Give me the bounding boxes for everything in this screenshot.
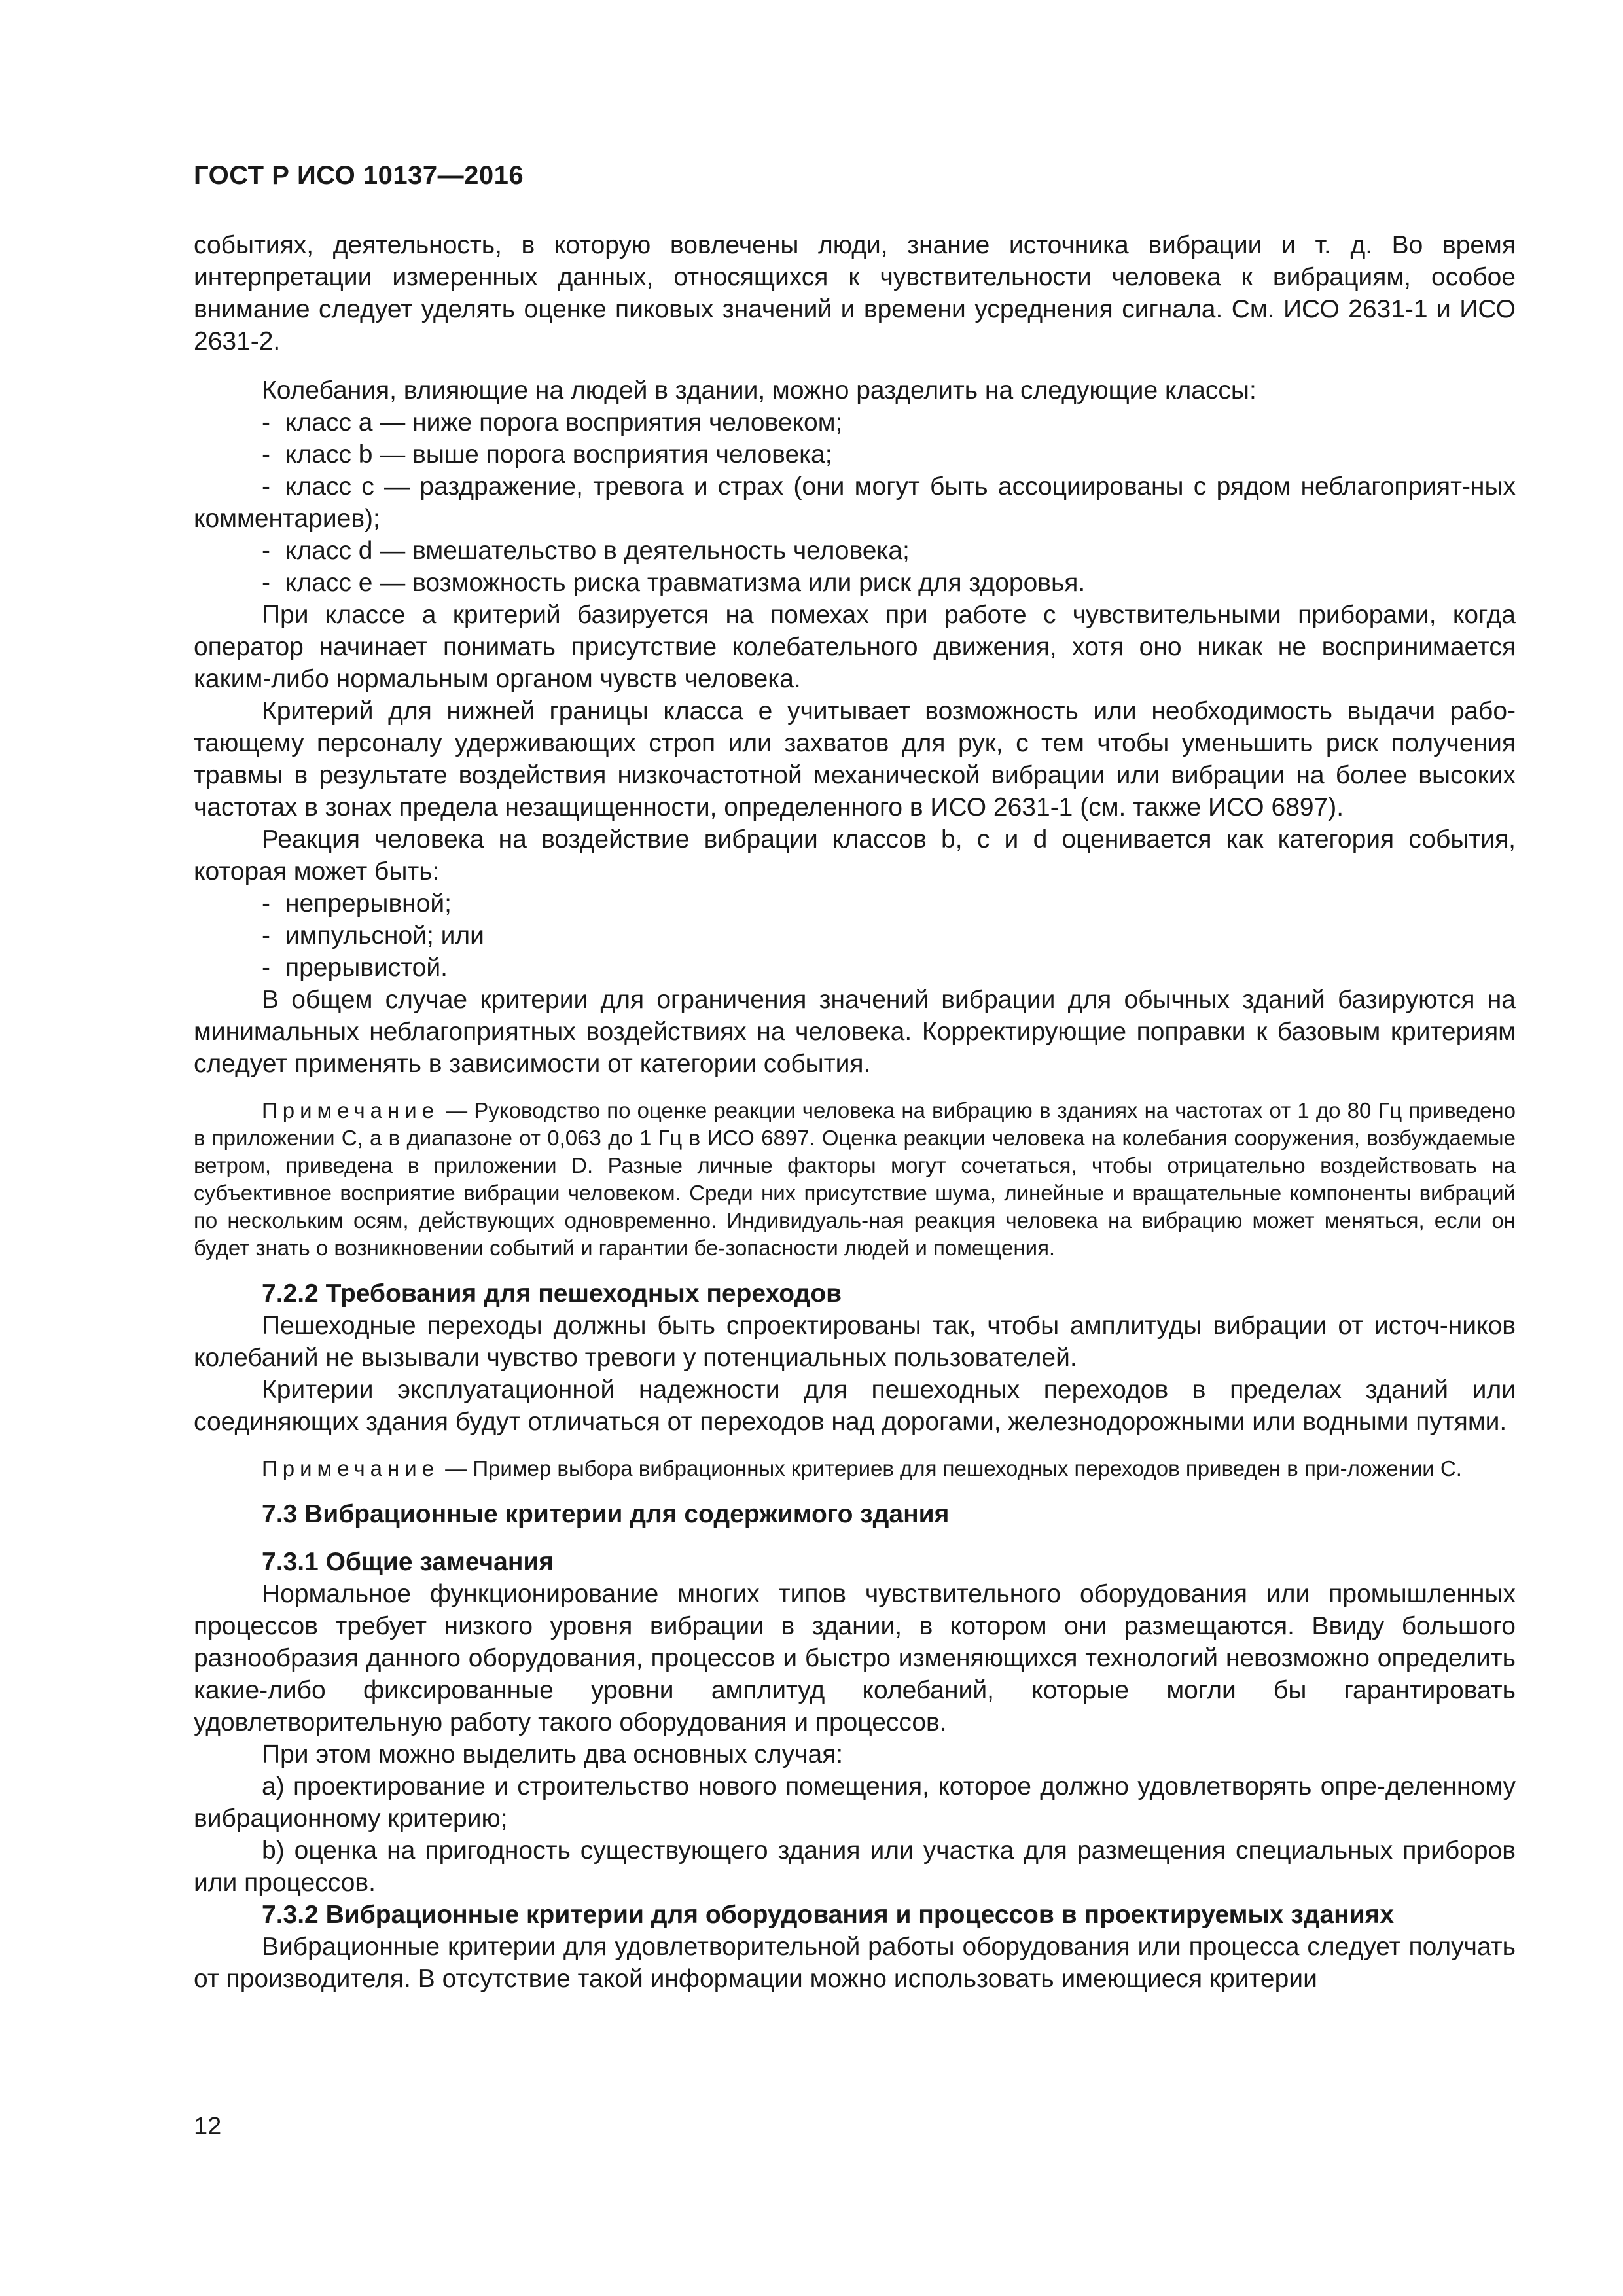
- list-item: - класс е — возможность риска травматизма или риск для здоровья.: [262, 569, 1086, 597]
- list-item: - класс d — вмешательство в деятельность человека;: [262, 537, 910, 565]
- section-heading: 7.3 Вибрационные критерии для содержимого здания: [262, 1500, 950, 1528]
- section-heading: 7.3.1 Общие замечания: [262, 1548, 554, 1576]
- list-item: - класс с — раздражение, тревога и страх (они могут быть ассоциированы с рядом неблагоприят-ных комментариев);: [194, 473, 1516, 533]
- note: Примечание — Руководство по оценке реакции человека на вибрацию в зданиях на частотах от 1 до 80 Гц приведено в приложении С, а в диапазоне от 0,063 до 1 Гц в ИСО 6897. Оценка реакции человека на колебания сооружения, возбуждаемые ветром, приведена в приложении D. Разные личные факторы могут сочетаться, чтобы отрицательно воздействовать на субъективное восприятие вибрации человеком. Среди них присутствие шума, линейные и вращательные компоненты вибраций по нескольким осям, действующих одновременно. Индивидуаль-ная реакция человека на вибрацию может меняться, если он будет знать о возникновении событий и гарантии бе-зопасности людей и помещения.: [194, 1098, 1516, 1260]
- list-item: - непрерывной;: [262, 889, 452, 918]
- list-item: - класс a — ниже порога восприятия человеком;: [262, 408, 843, 437]
- paragraph: b) оценка на пригодность существующего здания или участка для размещения специальных приборов или процессов.: [194, 1837, 1516, 1897]
- section-heading: 7.2.2 Требования для пешеходных переходов: [262, 1280, 842, 1308]
- document-header: ГОСТ Р ИСО 10137—2016: [194, 161, 524, 190]
- list-item: - прерывистой.: [262, 954, 448, 982]
- paragraph: При этом можно выделить два основных случая:: [262, 1740, 844, 1768]
- paragraph: а) проектирование и строительство нового помещения, которое должно удовлетворять опре-деленному вибрационному критерию;: [194, 1772, 1516, 1833]
- paragraph: Реакция человека на воздействие вибрации классов b, с и d оценивается как категория события, которая может быть:: [194, 825, 1516, 886]
- paragraph: Критерии эксплуатационной надежности для пешеходных переходов в пределах зданий или соединяющих здания будут отличаться от переходов над дорогами, железнодорожными или водными путями.: [194, 1376, 1516, 1436]
- paragraph: При классе а критерий базируется на помехах при работе с чувствительными приборами, когда оператор начинает понимать присутствие колебательного движения, хотя оно никак не воспринимается каким-либо нормальным органом чувств человека.: [194, 601, 1516, 693]
- paragraph: В общем случае критерии для ограничения значений вибрации для обычных зданий базируются на минимальных неблагоприятных воздействиях на человека. Корректирующие поправки к базовым критериям следует применять в зависимости от категории события.: [194, 986, 1516, 1078]
- note-label: Примечание: [262, 1098, 440, 1122]
- paragraph: Вибрационные критерии для удовлетворительной работы оборудования или процесса следует получать от производителя. В отсутствие такой информации можно использовать имеющиеся критерии: [194, 1933, 1516, 1993]
- paragraph: Пешеходные переходы должны быть спроектированы так, чтобы амплитуды вибрации от источ-ников колебаний не вызывали чувство тревоги у потенциальных пользователей.: [194, 1312, 1516, 1372]
- document-body: [194, 229, 1516, 1995]
- note: Примечание — Пример выбора вибрационных критериев для пешеходных переходов приведен в при-ложении С.: [262, 1456, 1462, 1480]
- list-item: - класс b — выше порога восприятия человека;: [262, 440, 832, 469]
- section-heading: 7.3.2 Вибрационные критерии для оборудования и процессов в проектируемых зданиях: [262, 1901, 1395, 1929]
- page-number: 12: [194, 2113, 222, 2140]
- note-label: Примечание: [262, 1456, 440, 1480]
- paragraph: Нормальное функционирование многих типов чувствительного оборудования или промышленных процессов требует низкого уровня вибрации в здании, в котором они размещаются. Ввиду большого разнообразия данного оборудования, процессов и быстро изменяющихся технологий невозможно определить какие-либо фиксированные уровни амплитуд колебаний, которые могли бы гарантировать удовлетворительную работу такого оборудования и процессов.: [194, 1580, 1516, 1736]
- paragraph: Критерий для нижней границы класса е учитывает возможность или необходимость выдачи рабо-тающему персоналу удерживающих строп или захватов для рук, с тем чтобы уменьшить риск получения травмы в результате воздействия низкочастотной механической вибрации или вибрации на более высоких частотах в зонах предела незащищенности, определенного в ИСО 2631-1 (см. также ИСО 6897).: [194, 697, 1516, 821]
- list-item: - импульсной; или: [262, 922, 484, 950]
- paragraph: событиях, деятельность, в которую вовлечены люди, знание источника вибрации и т. д. Во время интерпретации измеренных данных, относящихся к чувствительности человека к вибрациям, особое внимание следует уделять оценке пиковых значений и времени усреднения сигнала. См. ИСО 2631-1 и ИСО 2631-2.: [194, 231, 1516, 355]
- paragraph: Колебания, влияющие на людей в здании, можно разделить на следующие классы:: [262, 376, 1257, 404]
